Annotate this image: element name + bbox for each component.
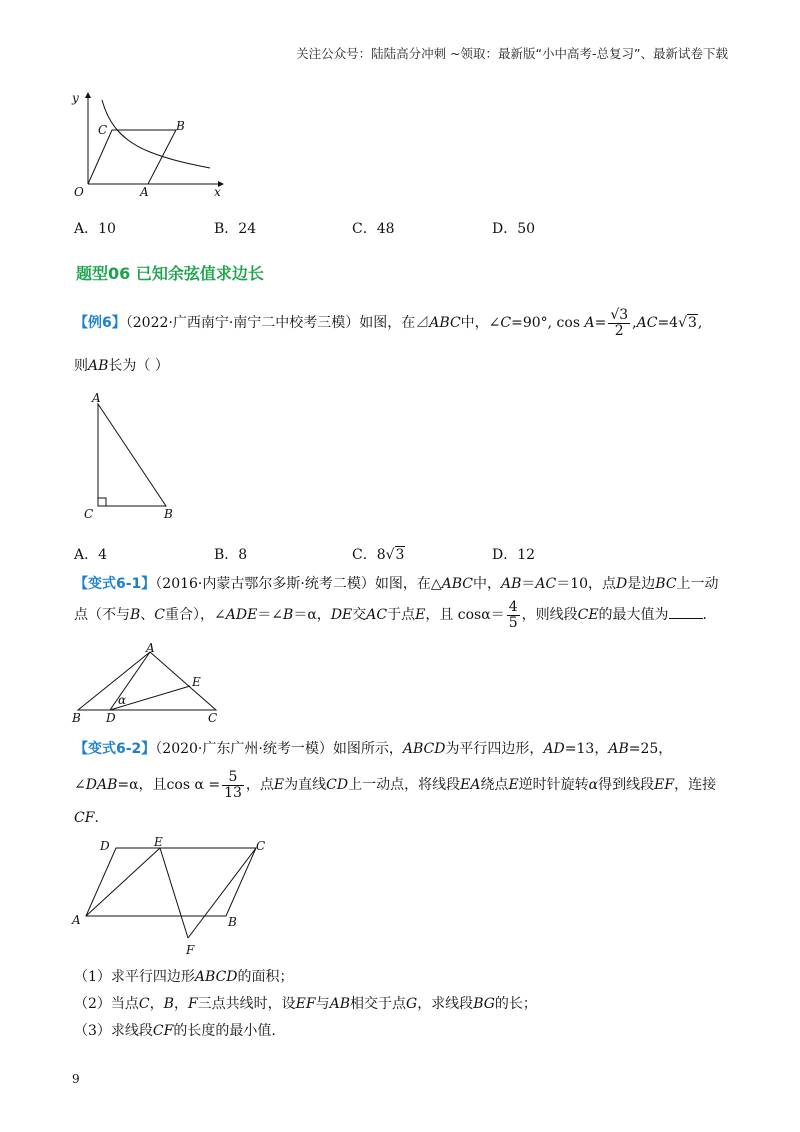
subquestion-2: （2）当点C，B，F三点共线时，设EF与AB相交于点G，求线段BG的长； bbox=[74, 996, 537, 1012]
fraction-4-over-5: $\frac{4}{5}$ bbox=[508, 599, 518, 631]
variant62-line2: ∠DAB=α，且cos α = $\frac{5}{13}$ ，点E为直线CD上一动点，将线段EA绕点E逆时针旋转α得到线段EF，连接 bbox=[74, 769, 717, 801]
hyperbola-curve bbox=[102, 100, 210, 168]
label-B: B bbox=[176, 119, 185, 133]
label-O: O bbox=[74, 185, 84, 199]
subquestion-3: （3）求线段CF的长度的最小值. bbox=[74, 1023, 276, 1039]
label-B: B bbox=[164, 507, 173, 521]
segment-EF bbox=[160, 848, 188, 938]
variant62-line3: CF. bbox=[74, 810, 99, 826]
figure-isosceles-triangle bbox=[66, 640, 236, 726]
label-C: C bbox=[84, 507, 94, 521]
figure-coordinate-graph bbox=[60, 88, 230, 200]
option-c[interactable]: C．48 bbox=[352, 221, 395, 237]
label-B: B bbox=[72, 711, 81, 725]
label-D: D bbox=[100, 839, 110, 853]
segment-CF bbox=[188, 848, 256, 938]
label-A: A bbox=[92, 391, 101, 405]
example6-tag: 【例6】 bbox=[74, 315, 126, 332]
page-number: 9 bbox=[72, 1072, 80, 1086]
label-E: E bbox=[192, 675, 201, 689]
variant61-line2: 点（不与B、C重合），∠ADE＝∠B＝α，DE交AC于点E，且 cosα＝ $\frac{4}{5}$ ，则线段CE的最大值为 . bbox=[74, 599, 707, 631]
figure-right-triangle bbox=[80, 390, 190, 522]
variant62-line1: 【变式6-2】（2020·广东广州·统考一模）如图所示，ABCD为平行四边形，AD=13，AB=25， bbox=[74, 741, 673, 757]
variant61-tag: 【变式6-1】 bbox=[74, 576, 156, 592]
variant62-tag: 【变式6-2】 bbox=[74, 741, 156, 757]
label-alpha: α bbox=[118, 693, 127, 707]
label-A: A bbox=[140, 185, 149, 199]
fraction-sqrt3-over-2: $\frac{√3}{2}$ bbox=[610, 307, 629, 339]
y-axis-arrow bbox=[85, 92, 91, 98]
label-E: E bbox=[154, 836, 163, 849]
label-C: C bbox=[98, 123, 108, 137]
segment-EA bbox=[86, 848, 160, 916]
option-a[interactable]: A．4 bbox=[74, 547, 108, 563]
prev-options bbox=[74, 218, 674, 238]
label-B: B bbox=[228, 915, 237, 929]
label-A: A bbox=[146, 641, 155, 655]
segment-AD bbox=[110, 652, 150, 710]
label-x: x bbox=[214, 185, 221, 199]
right-angle-mark bbox=[98, 498, 106, 506]
figure-parallelogram bbox=[66, 836, 276, 962]
variant61-line1: 【变式6-1】（2016·内蒙古鄂尔多斯·统考二模）如图，在△ABC中，AB＝AC＝10，点D是边BC上一动 bbox=[74, 576, 719, 592]
triangle-ABC bbox=[98, 404, 166, 506]
example6-options bbox=[74, 544, 674, 564]
answer-blank[interactable] bbox=[669, 606, 703, 619]
option-a[interactable]: A．10 bbox=[74, 221, 116, 237]
option-d[interactable]: D．12 bbox=[492, 547, 536, 563]
option-d[interactable]: D．50 bbox=[492, 221, 536, 237]
label-D: D bbox=[106, 711, 116, 725]
section-title: 题型06 已知余弦值求边长 bbox=[76, 264, 264, 283]
option-c[interactable]: C．8√3 bbox=[352, 547, 405, 563]
subquestion-1: （1）求平行四边形ABCD的面积； bbox=[74, 969, 294, 985]
example6-line1: 【例6】（2022·广西南宁·南宁二中校考三模）如图，在⊿ABC中，∠C=90°, cos A= $\frac{√3}{2}$ ,AC=4√3, bbox=[74, 307, 703, 339]
label-y: y bbox=[72, 91, 79, 105]
fraction-5-over-13: $\frac{5}{13}$ bbox=[224, 769, 242, 801]
option-b[interactable]: B．8 bbox=[214, 547, 248, 563]
label-C: C bbox=[256, 839, 266, 853]
example6-line2: 则AB长为（ ） bbox=[74, 358, 169, 374]
label-C: C bbox=[208, 711, 218, 725]
page-header: 关注公众号：陆陆高分冲刺 ~领取：最新版“小中高考-总复习”、最新试卷下载 bbox=[296, 46, 728, 61]
option-b[interactable]: B．24 bbox=[214, 221, 257, 237]
label-F: F bbox=[186, 943, 195, 957]
label-A: A bbox=[72, 913, 81, 927]
